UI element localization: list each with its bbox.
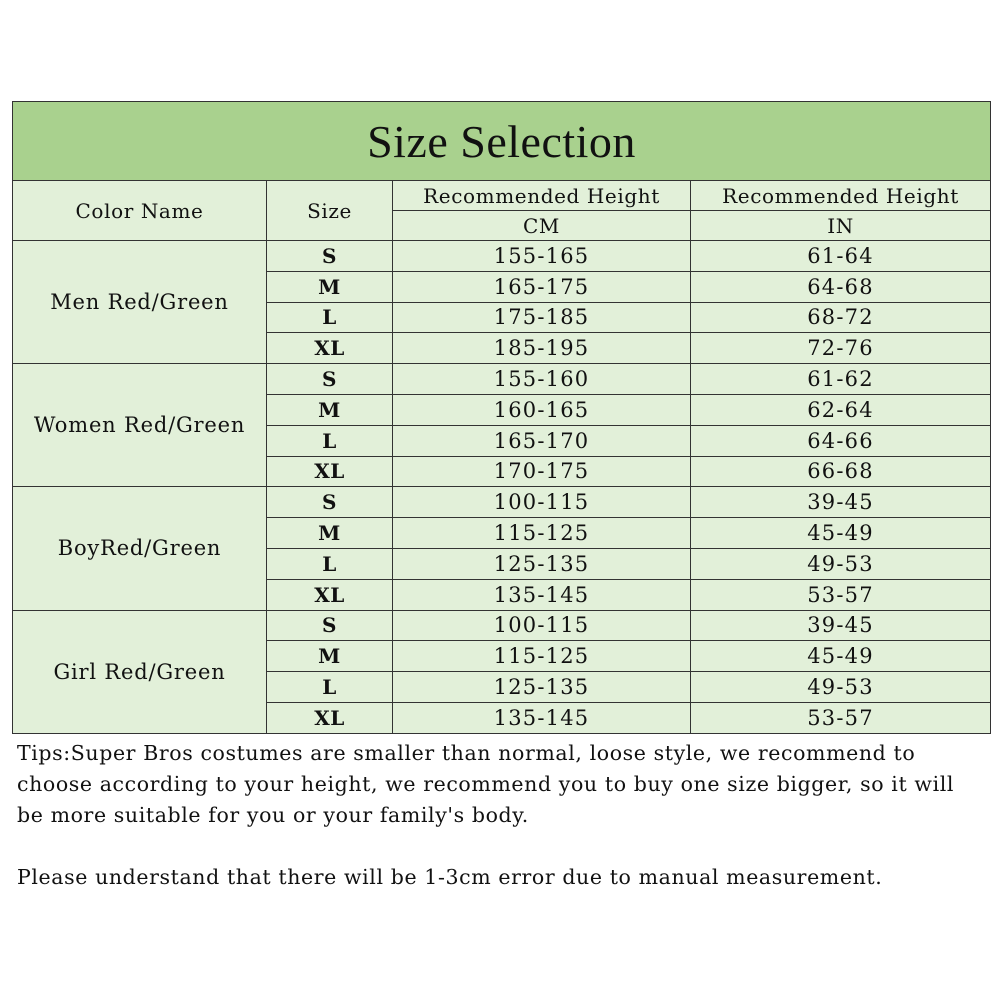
height-in-cell: 45-49: [691, 518, 991, 549]
header-height-cm-unit: CM: [393, 211, 691, 241]
size-cell: L: [267, 302, 393, 333]
size-cell: XL: [267, 333, 393, 364]
color-name-cell: Men Red/Green: [13, 241, 267, 364]
height-in-cell: 39-45: [691, 610, 991, 641]
size-cell: S: [267, 487, 393, 518]
height-in-cell: 39-45: [691, 487, 991, 518]
size-cell: S: [267, 610, 393, 641]
height-in-cell: 62-64: [691, 394, 991, 425]
size-cell: L: [267, 672, 393, 703]
table-row: [13, 487, 991, 518]
size-cell: L: [267, 425, 393, 456]
measurement-note: Please understand that there will be 1-3cm error due to manual measurement.: [17, 865, 883, 889]
table-row: [13, 241, 991, 272]
size-cell: L: [267, 548, 393, 579]
header-size: Size: [267, 181, 393, 241]
page-title: Size Selection: [13, 102, 991, 181]
height-cm-cell: 170-175: [393, 456, 691, 487]
height-in-cell: 68-72: [691, 302, 991, 333]
height-cm-cell: 165-170: [393, 425, 691, 456]
height-in-cell: 64-68: [691, 271, 991, 302]
height-cm-cell: 175-185: [393, 302, 691, 333]
size-cell: XL: [267, 702, 393, 733]
title-row: [13, 102, 991, 181]
height-cm-cell: 115-125: [393, 518, 691, 549]
size-cell: M: [267, 518, 393, 549]
height-in-cell: 61-64: [691, 241, 991, 272]
height-cm-cell: 115-125: [393, 641, 691, 672]
size-cell: M: [267, 271, 393, 302]
height-cm-cell: 185-195: [393, 333, 691, 364]
height-cm-cell: 135-145: [393, 579, 691, 610]
height-cm-cell: 125-135: [393, 548, 691, 579]
tips-text: Tips:Super Bros costumes are smaller than normal, loose style, we recommend to choose according to your height, we recommend you to buy one size bigger, so it will be more suitable for you or your family's body.: [17, 741, 955, 827]
size-chart-table: [12, 101, 991, 734]
table-row: [13, 610, 991, 641]
height-cm-cell: 100-115: [393, 610, 691, 641]
header-row-1: [13, 181, 991, 211]
height-in-cell: 49-53: [691, 548, 991, 579]
header-color-name: Color Name: [13, 181, 267, 241]
size-cell: M: [267, 641, 393, 672]
height-in-cell: 53-57: [691, 702, 991, 733]
header-height-in-label: Recommended Height: [691, 181, 991, 211]
size-cell: M: [267, 394, 393, 425]
height-in-cell: 61-62: [691, 364, 991, 395]
color-name-cell: Girl Red/Green: [13, 610, 267, 733]
size-cell: S: [267, 241, 393, 272]
height-cm-cell: 155-165: [393, 241, 691, 272]
height-in-cell: 72-76: [691, 333, 991, 364]
height-cm-cell: 165-175: [393, 271, 691, 302]
size-cell: S: [267, 364, 393, 395]
height-cm-cell: 125-135: [393, 672, 691, 703]
size-cell: XL: [267, 579, 393, 610]
height-in-cell: 49-53: [691, 672, 991, 703]
size-cell: XL: [267, 456, 393, 487]
height-in-cell: 66-68: [691, 456, 991, 487]
header-height-in-unit: IN: [691, 211, 991, 241]
height-in-cell: 53-57: [691, 579, 991, 610]
header-height-cm-label: Recommended Height: [393, 181, 691, 211]
table-row: [13, 364, 991, 395]
color-name-cell: BoyRed/Green: [13, 487, 267, 610]
height-cm-cell: 135-145: [393, 702, 691, 733]
height-cm-cell: 155-160: [393, 364, 691, 395]
height-cm-cell: 100-115: [393, 487, 691, 518]
height-in-cell: 64-66: [691, 425, 991, 456]
color-name-cell: Women Red/Green: [13, 364, 267, 487]
size-chart-body: [13, 102, 991, 734]
height-cm-cell: 160-165: [393, 394, 691, 425]
height-in-cell: 45-49: [691, 641, 991, 672]
